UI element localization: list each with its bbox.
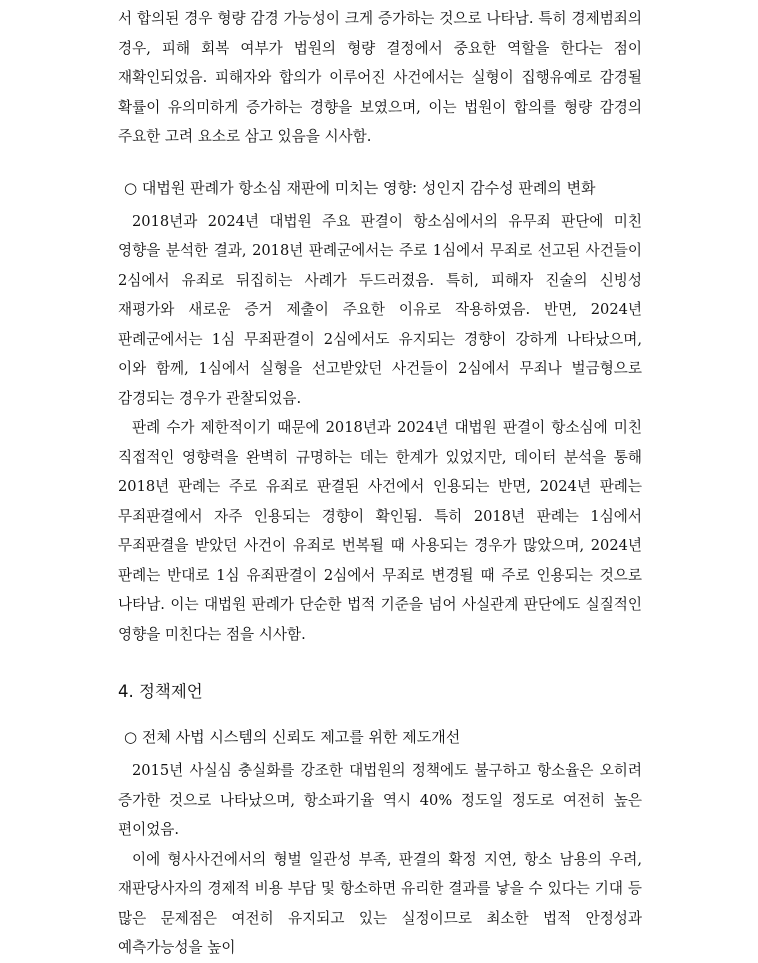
- paragraph-problems: 이에 형사사건에서의 형벌 일관성 부족, 판결의 확정 지연, 항소 남용의 우려, 재판당사자의 경제적 비용 부담 및 항소하면 유리한 결과를 낳을 수 있다는 기대 등 많은 문제점은 여전히 유지되고 있는 실정이므로 최소한 법적 안정성과 예측가능성을 높이: [118, 850, 642, 956]
- document-page: [118, 4, 642, 963]
- paragraph-citation-tendency: 판례 수가 제한적이기 때문에 2018년과 2024년 대법원 판결이 항소심에 미친 직접적인 영향력을 완벽히 규명하는 데는 한계가 있었지만, 데이터 분석을 통해 2018년 판례는 주로 유죄로 판결된 사건에서 인용되는 반면, 2024년 판례는 무죄판결에서 자주 인용되는 경향이 확인됨. 특히 2018년 판례는 1심에서 무죄판결을 받았던 사건이 유죄로 번복될 때 사용되는 경우가 많았으며, 2024년 판례는 반대로 1심 유죄판결이 2심에서 무죄로 변경될 때 주로 인용되는 것으로 나타남. 이는 대법원 판례가 단순한 법적 기준을 넘어 사실관계 판단에도 실질적인 영향을 미친다는 점을 시사함.: [118, 419, 642, 643]
- subheading-supreme-court-impact: ○ 대법원 판례가 항소심 재판에 미치는 영향: 성인지 감수성 판례의 변화: [124, 178, 596, 197]
- subheading-system-trust: ○ 전체 사법 시스템의 신뢰도 제고를 위한 제도개선: [124, 728, 461, 746]
- paragraph-plea-agreement: 서 합의된 경우 형량 감경 가능성이 크게 증가하는 것으로 나타남. 특히 경제범죄의 경우, 피해 회복 여부가 법원의 형량 결정에서 중요한 역할을 한다는 점이 재확인되었음. 피해자와 합의가 이루어진 사건에서는 실형이 집행유예로 감경될 확률이 유의미하게 증가하는 경향을 보였으며, 이는 법원이 합의를 형량 감경의 주요한 고려 요소로 삼고 있음을 시사함.: [118, 10, 642, 145]
- paragraph-appeal-rate: 2015년 사실심 충실화를 강조한 대법원의 정책에도 불구하고 항소율은 오히려 증가한 것으로 나타났으며, 항소파기율 역시 40% 정도일 정도로 여전히 높은 편이었음.: [118, 762, 642, 838]
- paragraph-analysis-2018-2024: 2018년과 2024년 대법원 주요 판결이 항소심에서의 유무죄 판단에 미친 영향을 분석한 결과, 2018년 판례군에서는 주로 1심에서 무죄로 선고된 사건들이 2심에서 유죄로 뒤집히는 사례가 두드러졌음. 특히, 피해자 진술의 신빙성 재평가와 새로운 증거 제출이 주요한 이유로 작용하였음. 반면, 2024년 판례군에서는 1심 무죄판결이 2심에서도 유지되는 경향이 강하게 나타났으며, 이와 함께, 1심에서 실형을 선고받았던 사건들이 2심에서 무죄나 벌금형으로 감경되는 경우가 관찰되었음.: [118, 212, 642, 407]
- section-title-policy: 4. 정책제언: [118, 682, 203, 701]
